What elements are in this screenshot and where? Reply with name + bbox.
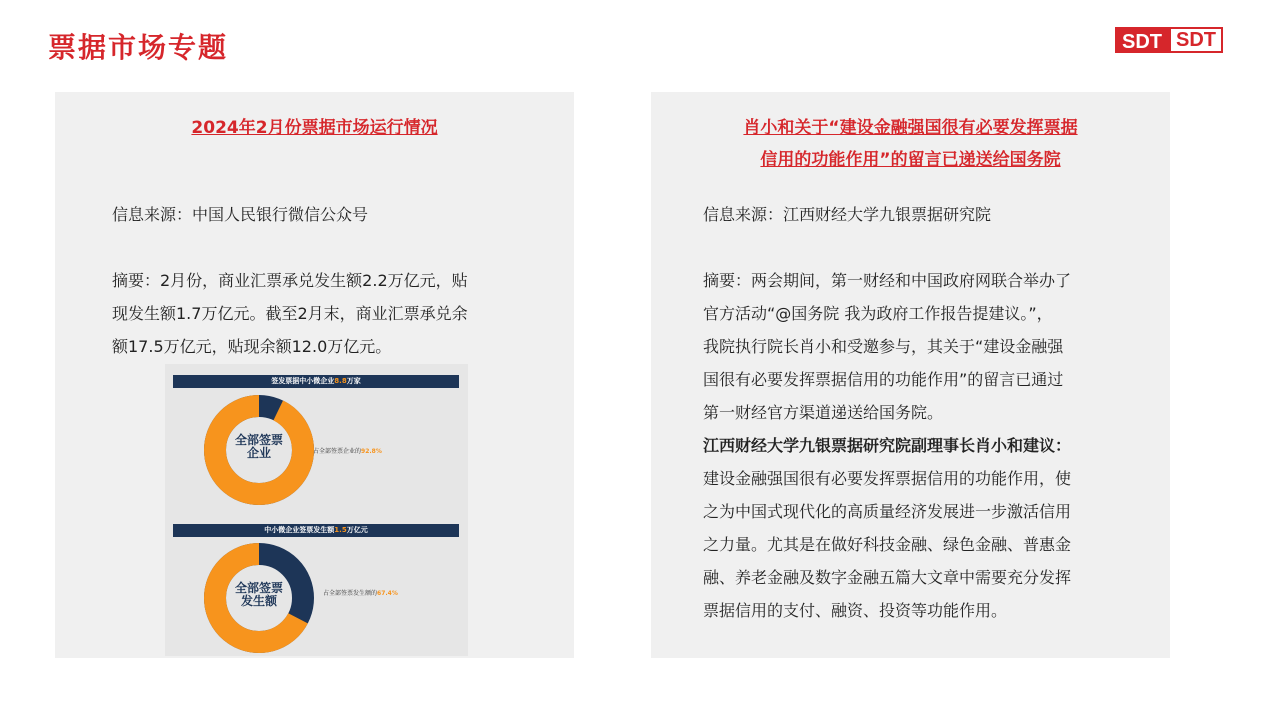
- summary-line: 第一财经官方渠道递送给国务院。: [703, 403, 944, 422]
- donut1-note: [313, 446, 382, 455]
- donut1-note-prefix: 占全部签票企业的: [313, 448, 362, 455]
- right-card-title[interactable]: [651, 112, 1170, 176]
- infographic-bar-1: [173, 375, 459, 388]
- donut2-label-line2: 发生额: [240, 594, 277, 608]
- body-line: 票据信用的支付、融资、投资等功能作用。: [703, 601, 1008, 620]
- donut1-label-line1: 全部签票: [234, 433, 283, 447]
- logo-right: SDT: [1169, 27, 1223, 53]
- right-card-title-line2: 信用的功能作用”的留言已递送给国务院: [760, 150, 1061, 170]
- bar1-prefix: 签发票据中小微企业: [271, 377, 335, 385]
- bar2-prefix: 中小微企业签票发生额: [264, 526, 335, 534]
- right-card-summary: [703, 264, 1143, 627]
- summary-line: 国很有必要发挥票据信用的功能作用”的留言已通过: [703, 370, 1064, 389]
- summary-line: 摘要：两会期间，第一财经和中国政府网联合举办了: [703, 271, 1072, 290]
- summary-line: 现发生额1.7万亿元。截至2月末，商业汇票承兑余: [112, 304, 468, 323]
- bar2-value: 1.5: [334, 526, 347, 534]
- right-card-title-line1: 肖小和关于“建设金融强国很有必要发挥票据: [743, 118, 1078, 138]
- right-card: [651, 92, 1170, 658]
- donut2-note-prefix: 占全部签票发生额的: [323, 590, 378, 597]
- donut2-note-value: 67.4%: [377, 590, 398, 597]
- left-card-source: 信息来源：中国人民银行微信公众号: [112, 205, 369, 224]
- donut2-label-line1: 全部签票: [234, 581, 283, 595]
- left-card-title[interactable]: 2024年2月份票据市场运行情况: [191, 118, 438, 138]
- summary-line: 额17.5万亿元，贴现余额12.0万亿元。: [112, 337, 392, 356]
- donut2-note: [323, 588, 398, 597]
- recommendation-heading: 江西财经大学九银票据研究院副理事长肖小和建议：: [703, 436, 1072, 455]
- bar1-suffix: 万家: [346, 377, 361, 385]
- body-line: 之为中国式现代化的高质量经济发展进一步激活信用: [703, 502, 1072, 521]
- donut1-label: [229, 434, 289, 460]
- page-title: 票据市场专题: [48, 31, 229, 64]
- bar1-value: 8.8: [334, 377, 347, 385]
- summary-line: 摘要：2月份，商业汇票承兑发生额2.2万亿元，贴: [112, 271, 468, 290]
- donut1-note-value: 92.8%: [361, 448, 382, 455]
- right-card-source: 信息来源：江西财经大学九银票据研究院: [703, 205, 992, 224]
- donut2-label: [229, 582, 289, 608]
- donut1-label-line2: 企业: [246, 446, 271, 460]
- infographic: [165, 364, 468, 656]
- summary-line: 官方活动“@国务院 我为政府工作报告提建议。”，: [703, 304, 1053, 323]
- left-card-summary: [112, 264, 532, 363]
- infographic-bar-2: [173, 524, 459, 537]
- logo-left: SDT: [1115, 27, 1169, 53]
- sdt-logo: [1115, 27, 1223, 53]
- body-line: 建设金融强国很有必要发挥票据信用的功能作用，使: [703, 469, 1072, 488]
- bar2-suffix: 万亿元: [346, 526, 368, 534]
- summary-line: 我院执行院长肖小和受邀参与，其关于“建设金融强: [703, 337, 1064, 356]
- body-line: 之力量。尤其是在做好科技金融、绿色金融、普惠金: [703, 535, 1072, 554]
- body-line: 融、养老金融及数字金融五篇大文章中需要充分发挥: [703, 568, 1072, 587]
